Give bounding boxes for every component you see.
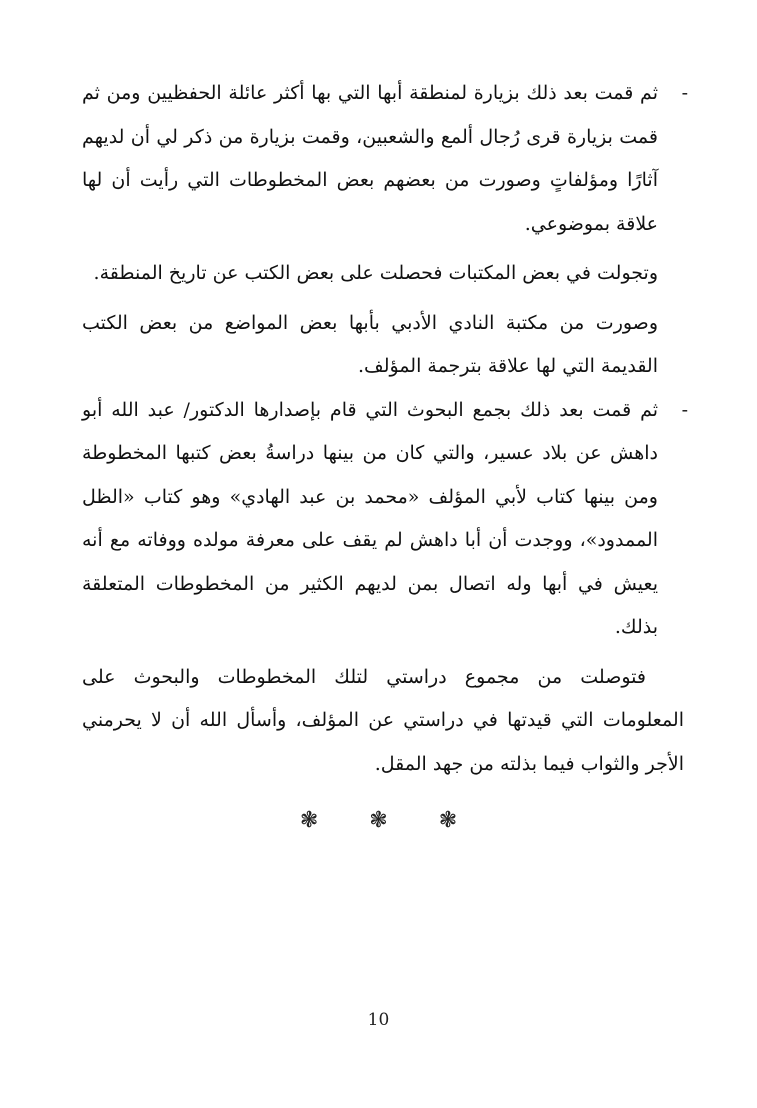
- paragraph-text: ثم قمت بعد ذلك بزيارة لمنطقة أبها التي بها أكثر عائلة الحفظيين ومن ثم قمت بزيارة قرى رُجال ألمع والشعبين، وقمت بزيارة من ذكر لي أن لديهم آثارًا ومؤلفاتٍ وصورت من بعضهم بعض المخطوطات التي رأيت أن لها علاقة بموضوعي.: [82, 82, 658, 235]
- paragraph-text: فتوصلت من مجموع دراستي لتلك المخطوطات والبحوث على المعلومات التي قيدتها في دراستي عن المؤلف، وأسأل الله أن لا يحرمني الأجر والثواب فيما بذلته من جهد المقل.: [82, 665, 684, 775]
- paragraph-text: وصورت من مكتبة النادي الأدبي بأبها بعض المواضع من بعض الكتب القديمة التي لها علاقة بترجمة المؤلف.: [82, 311, 658, 377]
- bullet-dash: -: [681, 398, 688, 421]
- paragraph-literary-club: [82, 302, 684, 389]
- paragraph-visit-abha: [82, 72, 688, 246]
- paragraph-conclusion: [82, 656, 684, 787]
- paragraph-text: ثم قمت بعد ذلك بجمع البحوث التي قام بإصدارها الدكتور/ عبد الله أبو داهش عن بلاد عسير، والتي كان من بينها دراسةُ بعض كتبها المخطوطة ومن بينها كتاب لأبي المؤلف «محمد بن عبد الهادي» وهو كتاب «الظل الممدود»، ووجدت أن أبا داهش لم يقف على معرفة مولده ووفاته مع أنه يعيش في أبها وله اتصال بمن لديهم الكثير من المخطوطات المتعلقة بذلك.: [82, 398, 658, 638]
- bullet-dash: -: [681, 82, 688, 104]
- paragraph-research: [82, 389, 688, 650]
- paragraph-text: وتجولت في بعض المكتبات فحصلت على بعض الكتب عن تاريخ المنطقة.: [93, 262, 658, 284]
- paragraph-libraries: [82, 252, 684, 296]
- page-number: 10: [367, 1010, 390, 1030]
- section-separator: ❃ ❃ ❃: [299, 808, 480, 833]
- body-text: [82, 72, 688, 786]
